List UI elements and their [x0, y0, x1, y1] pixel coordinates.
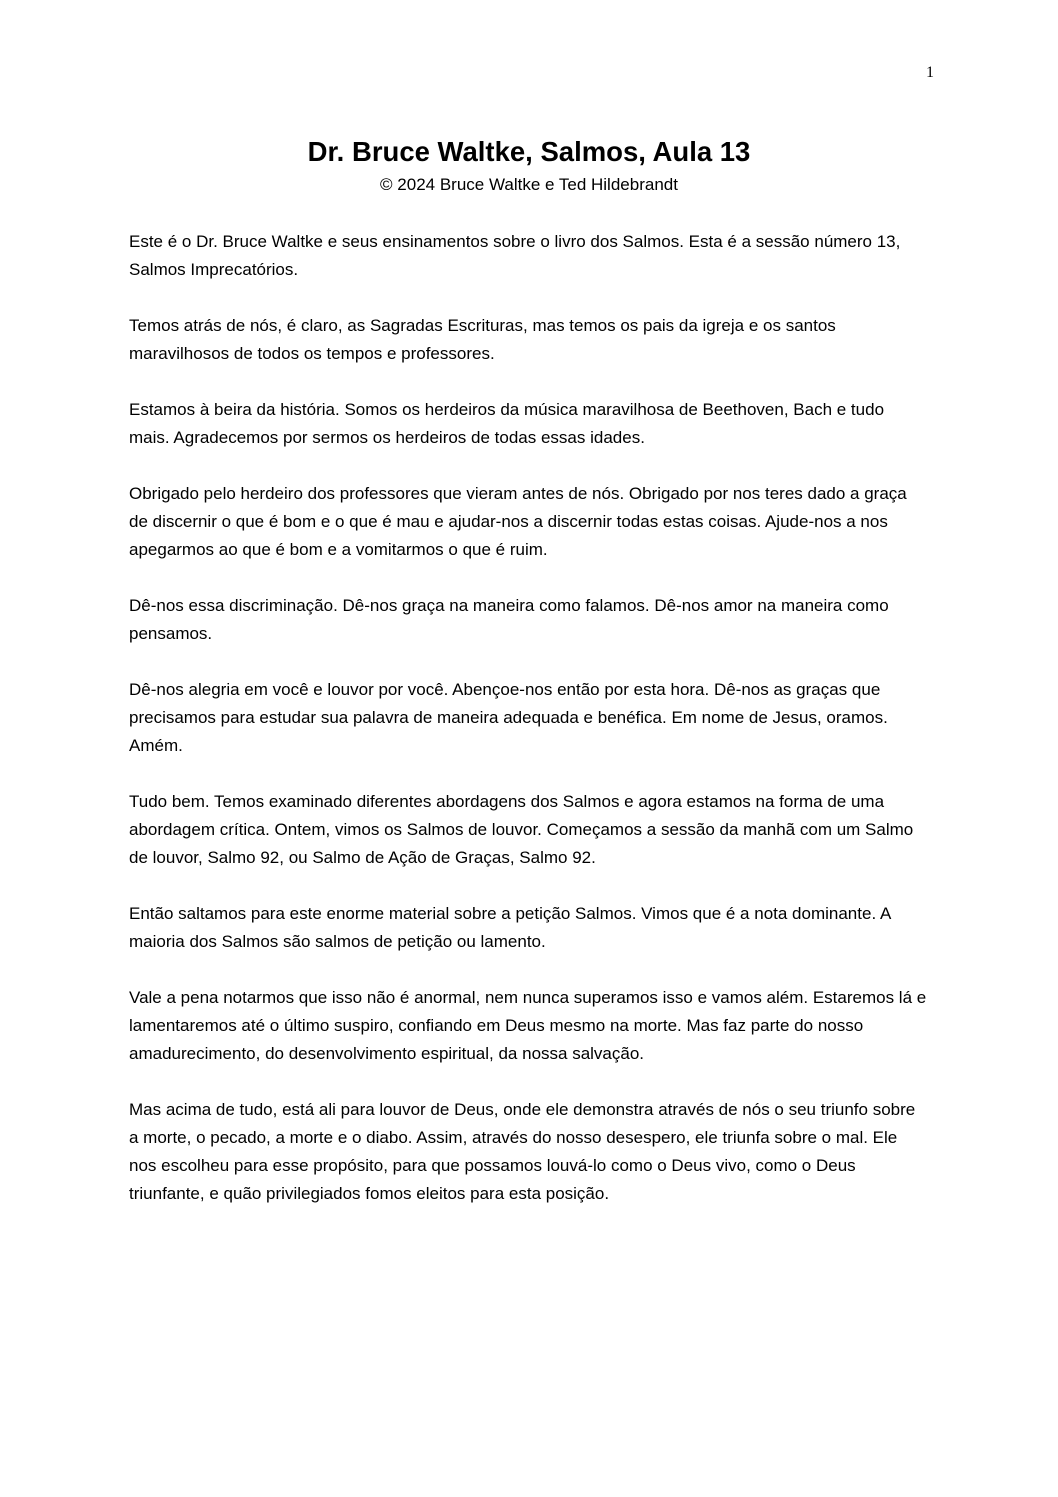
paragraph: Mas acima de tudo, está ali para louvor de Deus, onde ele demonstra através de nós o seu triunfo sobre a morte, o pecado, a morte e o diabo. Assim, através do nosso desespero, ele triunfa sobre o mal. Ele nos escolheu para esse propósito, para que possamos louvá-lo como o Deus vivo, como o Deus triunfante, e quão privilegiados fomos eleitos para esta posição. [129, 1100, 916, 1203]
paragraph: Obrigado pelo herdeiro dos professores que vieram antes de nós. Obrigado por nos teres dado a graça de discernir o que é bom e o que é mau e ajudar-nos a discernir todas estas coisas. Ajude-nos a nos apegarmos ao que é bom e a vomitarmos o que é ruim. [129, 484, 907, 559]
copyright-line: © 2024 Bruce Waltke e Ted Hildebrandt [380, 175, 678, 194]
document-body [129, 228, 929, 1236]
paragraph: Dê-nos essa discriminação. Dê-nos graça na maneira como falamos. Dê-nos amor na maneira como pensamos. [129, 596, 889, 643]
paragraph: Dê-nos alegria em você e louvor por você. Abençoe-nos então por esta hora. Dê-nos as graças que precisamos para estudar sua palavra de maneira adequada e benéfica. Em nome de Jesus, oramos. Amém. [129, 680, 888, 755]
page-number: 1 [926, 64, 934, 81]
paragraph: Este é o Dr. Bruce Waltke e seus ensinamentos sobre o livro dos Salmos. Esta é a sessão número 13, Salmos Imprecatórios. [129, 232, 901, 279]
paragraph: Tudo bem. Temos examinado diferentes abordagens dos Salmos e agora estamos na forma de uma abordagem crítica. Ontem, vimos os Salmos de louvor. Começamos a sessão da manhã com um Salmo de louvor, Salmo 92, ou Salmo de Ação de Graças, Salmo 92. [129, 792, 914, 867]
paragraph: Temos atrás de nós, é claro, as Sagradas Escrituras, mas temos os pais da igreja e os santos maravilhosos de todos os tempos e professores. [129, 316, 836, 363]
paragraph: Estamos à beira da história. Somos os herdeiros da música maravilhosa de Beethoven, Bach e tudo mais. Agradecemos por sermos os herdeiros de todas essas idades. [129, 400, 885, 447]
document-title: Dr. Bruce Waltke, Salmos, Aula 13 [307, 136, 751, 167]
paragraph: Vale a pena notarmos que isso não é anormal, nem nunca superamos isso e vamos além. Estaremos lá e lamentaremos até o último suspiro, confiando em Deus mesmo na morte. Mas faz parte do nosso amadurecimento, do desenvolvimento espiritual, da nossa salvação. [129, 988, 927, 1063]
paragraph: Então saltamos para este enorme material sobre a petição Salmos. Vimos que é a nota dominante. A maioria dos Salmos são salmos de petição ou lamento. [129, 904, 891, 951]
